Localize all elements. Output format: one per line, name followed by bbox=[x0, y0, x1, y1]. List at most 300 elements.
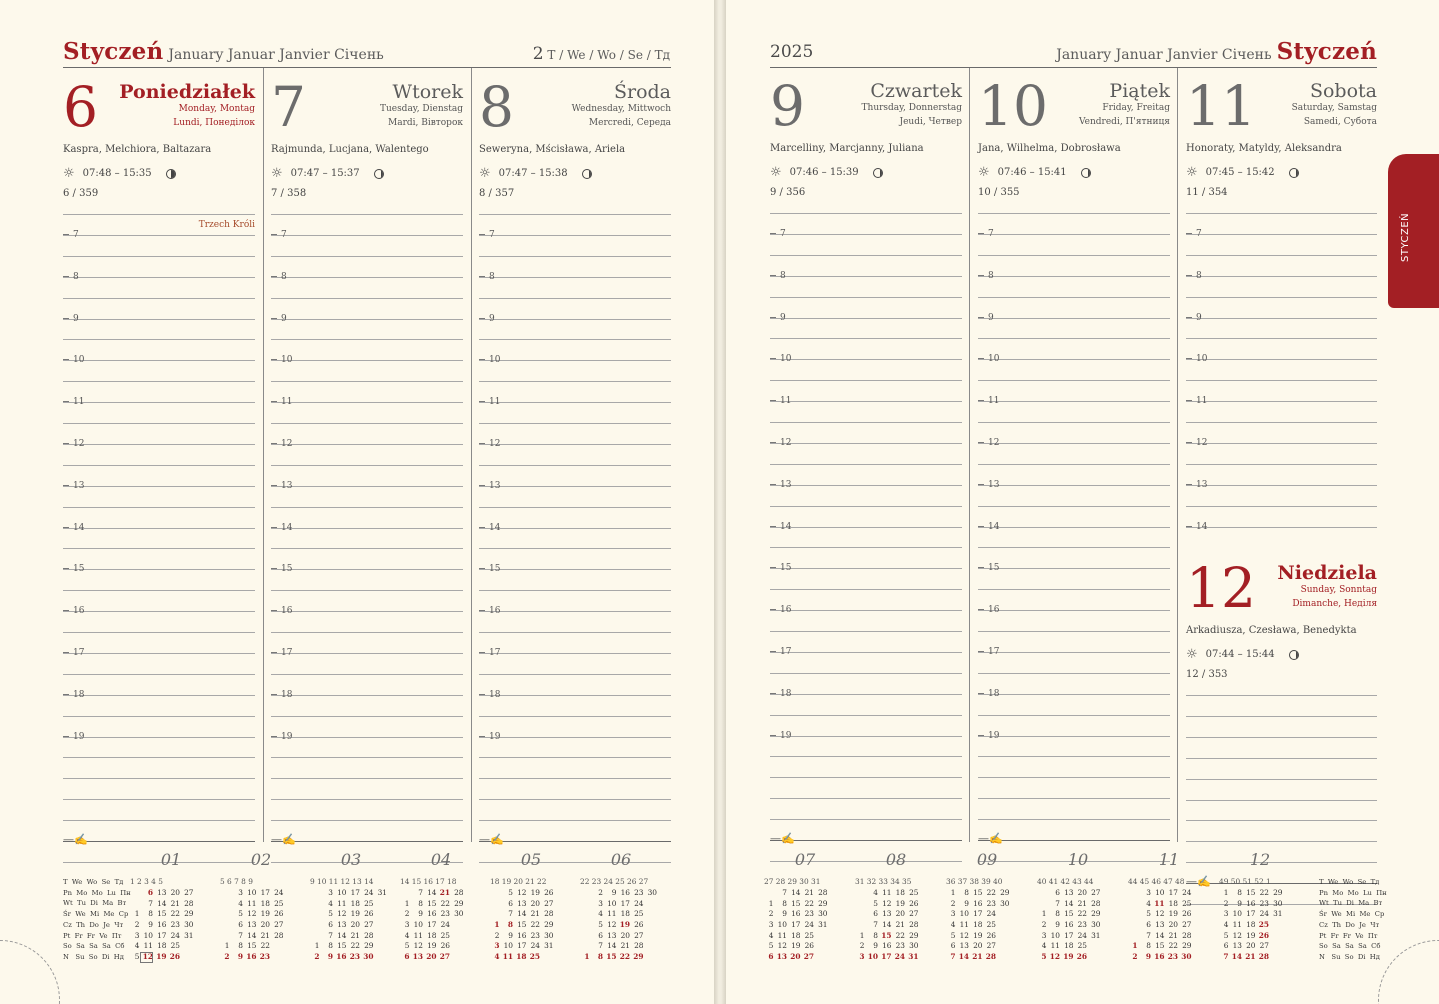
writing-line bbox=[978, 464, 1170, 465]
mini-day: 10 bbox=[337, 888, 347, 897]
hour-tick bbox=[271, 401, 277, 402]
mini-day: 7 bbox=[328, 930, 333, 940]
hour-tick bbox=[63, 736, 69, 737]
writing-line bbox=[479, 653, 671, 654]
writing-line bbox=[1186, 506, 1377, 507]
hour-label bbox=[63, 481, 84, 491]
mini-day: 17 bbox=[620, 898, 630, 908]
writing-line bbox=[271, 214, 463, 215]
mini-day: 4 bbox=[768, 930, 774, 940]
mini-day: 8 bbox=[148, 909, 153, 919]
writing-line bbox=[1186, 297, 1377, 298]
writing-line bbox=[63, 528, 255, 529]
mini-day bbox=[576, 899, 590, 910]
mini-day: 25 bbox=[1182, 898, 1192, 908]
hour-text: 17 bbox=[73, 647, 85, 658]
mini-day bbox=[1087, 952, 1101, 963]
day-name: Poniedziałek bbox=[119, 81, 255, 103]
hour-tick bbox=[479, 443, 485, 444]
hour-text: 15 bbox=[489, 564, 501, 575]
mini-day bbox=[486, 899, 500, 910]
mini-day bbox=[450, 941, 464, 952]
month-index-tab[interactable] bbox=[1388, 154, 1439, 308]
name-day: Rajmunda, Lucjana, Walentego bbox=[271, 144, 429, 155]
hour-text: 7 bbox=[780, 228, 786, 239]
mini-day: 26 bbox=[440, 941, 450, 951]
writing-line bbox=[479, 381, 671, 382]
mini-day: 4 bbox=[494, 952, 500, 962]
writing-line bbox=[479, 486, 671, 487]
hour-text: 13 bbox=[489, 480, 501, 491]
mini-day: 18 bbox=[791, 930, 801, 940]
mini-day: 13 bbox=[882, 909, 892, 919]
writing-line bbox=[1186, 401, 1377, 402]
writing-line bbox=[271, 590, 463, 591]
mini-day: 20 bbox=[790, 952, 801, 962]
mini-day: 19 bbox=[973, 930, 983, 940]
mini-day: 21 bbox=[170, 898, 180, 908]
writing-line bbox=[1186, 758, 1377, 759]
hour-text: 17 bbox=[281, 647, 293, 658]
mini-day: 8 bbox=[1237, 888, 1242, 897]
hour-label bbox=[271, 314, 287, 324]
mini-day: 30 bbox=[1181, 952, 1192, 962]
mini-day: 26 bbox=[634, 920, 644, 930]
mini-day: 10 bbox=[867, 952, 878, 962]
hour-text: 10 bbox=[1196, 354, 1208, 365]
mini-day: 23 bbox=[349, 952, 360, 962]
mini-day bbox=[374, 931, 388, 942]
mini-week-numbers: 18 19 20 21 22 bbox=[490, 877, 547, 886]
mini-day: 6 bbox=[147, 888, 153, 897]
writing-line bbox=[479, 695, 671, 696]
mini-day: 25 bbox=[804, 930, 814, 940]
mini-day: 11 bbox=[337, 898, 347, 908]
hour-text: 15 bbox=[988, 563, 1000, 574]
hour-tick bbox=[479, 568, 485, 569]
holiday-label: Trzech Króli bbox=[198, 220, 255, 230]
mini-day: 21 bbox=[972, 952, 983, 962]
mini-day: 10 bbox=[247, 888, 257, 897]
writing-line bbox=[271, 486, 463, 487]
hour-text: 16 bbox=[281, 606, 293, 617]
hour-text: 18 bbox=[73, 689, 85, 700]
mini-day: 22 bbox=[1259, 888, 1269, 897]
writing-line bbox=[271, 799, 463, 800]
mini-day: 24 bbox=[894, 952, 905, 962]
hour-label bbox=[271, 606, 292, 616]
mini-day: 10 bbox=[143, 930, 153, 940]
hour-tick bbox=[271, 527, 277, 528]
mini-day: 8 bbox=[507, 920, 513, 930]
hour-label bbox=[770, 313, 786, 323]
mini-day: 15 bbox=[1155, 941, 1165, 951]
mini-day: 18 bbox=[350, 898, 360, 908]
mini-day bbox=[814, 952, 828, 963]
mini-day bbox=[1124, 909, 1138, 920]
name-day: Arkadiusza, Czesława, Benedykta bbox=[1186, 625, 1357, 636]
hour-tick bbox=[63, 485, 69, 486]
mini-month-title: 12 bbox=[1249, 850, 1271, 869]
writing-line bbox=[978, 694, 1170, 695]
mini-day: 10 bbox=[503, 941, 513, 951]
mini-day: 17 bbox=[427, 920, 437, 930]
mini-day: 31 bbox=[908, 952, 919, 962]
name-day: Honoraty, Matyldy, Aleksandra bbox=[1186, 143, 1342, 154]
mini-day: 22 bbox=[1077, 909, 1087, 919]
hour-text: 8 bbox=[988, 270, 994, 281]
mini-day: 6 bbox=[768, 952, 774, 962]
writing-line bbox=[63, 778, 255, 779]
writing-line bbox=[63, 235, 255, 236]
column-divider bbox=[263, 68, 264, 842]
mini-day: 12 bbox=[1232, 930, 1242, 940]
hour-text: 14 bbox=[281, 522, 293, 533]
mini-day bbox=[126, 899, 140, 910]
hour-tick bbox=[479, 694, 485, 695]
mini-day: 18 bbox=[1064, 941, 1074, 951]
writing-line bbox=[978, 297, 1170, 298]
writing-line bbox=[63, 214, 255, 215]
hour-label bbox=[770, 480, 791, 490]
mini-day: 7 bbox=[873, 920, 878, 930]
hour-text: 11 bbox=[988, 396, 1000, 407]
mini-week-numbers: 36 37 38 39 40 bbox=[946, 877, 1003, 886]
hour-tick bbox=[770, 609, 776, 610]
hour-label bbox=[63, 690, 84, 700]
mini-day: 23 bbox=[170, 920, 180, 930]
writing-line bbox=[770, 359, 962, 360]
mini-day: 19 bbox=[895, 898, 905, 908]
hour-tick bbox=[770, 317, 776, 318]
hour-tick bbox=[770, 651, 776, 652]
hour-tick bbox=[271, 359, 277, 360]
day-name-translation: Mardi, Вівторок bbox=[387, 118, 463, 128]
hour-text: 7 bbox=[1196, 228, 1202, 239]
hour-label bbox=[63, 564, 84, 574]
mini-day: 14 bbox=[517, 909, 527, 919]
writing-line bbox=[770, 338, 962, 339]
day-number: 12 bbox=[1186, 556, 1256, 620]
hour-tick bbox=[63, 568, 69, 569]
mini-day bbox=[216, 888, 230, 899]
hour-text: 15 bbox=[281, 564, 293, 575]
mini-day: 28 bbox=[1182, 930, 1192, 940]
hour-label bbox=[978, 605, 999, 615]
writing-line bbox=[1186, 380, 1377, 381]
hour-text: 13 bbox=[281, 480, 293, 491]
mini-day: 21 bbox=[1245, 952, 1256, 962]
mini-calendar-legend: T We Wo Se Тд Pn Mo Mo Lu Пн Wt Tu Di Ma Вт Śr We Mi Me Ср Cz Th Do Je Чт Pt Fr Fr Ve Пт So Sa Sa Sa Сб N Su So Di Нд bbox=[63, 878, 131, 961]
writing-line bbox=[770, 819, 962, 820]
mini-day-grid bbox=[126, 888, 194, 963]
mini-day: 18 bbox=[260, 898, 270, 908]
writing-line bbox=[770, 715, 962, 716]
mini-day: 11 bbox=[413, 930, 423, 940]
writing-line bbox=[479, 590, 671, 591]
sun-times: 07:47 – 15:37 bbox=[290, 168, 360, 179]
mini-day-grid bbox=[216, 888, 284, 963]
mini-day: 28 bbox=[274, 930, 284, 940]
mini-day: 21 bbox=[620, 941, 630, 951]
mini-week-numbers: 27 28 29 30 31 bbox=[764, 877, 821, 886]
day-name: Sobota bbox=[1309, 80, 1377, 102]
mini-day-grid bbox=[1033, 888, 1101, 963]
mini-day: 31 bbox=[184, 930, 194, 940]
hour-text: 18 bbox=[489, 689, 501, 700]
hour-tick bbox=[770, 358, 776, 359]
mini-day: 23 bbox=[1259, 898, 1269, 908]
mini-day: 17 bbox=[517, 941, 527, 951]
writing-line bbox=[271, 528, 463, 529]
mini-day: 15 bbox=[1064, 909, 1074, 919]
mini-day: 12 bbox=[337, 909, 347, 919]
mini-day: 2 bbox=[404, 909, 410, 919]
hour-tick bbox=[479, 318, 485, 319]
pen-icon: —✍ bbox=[1186, 875, 1211, 889]
pen-icon: —✍ bbox=[271, 833, 296, 846]
writing-line bbox=[1186, 779, 1377, 780]
mini-day: 25 bbox=[1258, 920, 1269, 930]
mini-day bbox=[644, 899, 658, 910]
writing-line bbox=[271, 569, 463, 570]
hour-tick bbox=[978, 400, 984, 401]
hour-tick bbox=[479, 610, 485, 611]
mini-day: 15 bbox=[337, 941, 347, 951]
hour-label bbox=[1186, 480, 1207, 490]
mini-day: 2 bbox=[768, 909, 774, 919]
day-name-translation: Friday, Freitag bbox=[1102, 103, 1170, 113]
writing-line bbox=[978, 422, 1170, 423]
mini-day: 14 bbox=[607, 941, 617, 951]
mini-day: 2 bbox=[314, 952, 320, 962]
hour-text: 10 bbox=[489, 355, 501, 366]
hour-tick bbox=[271, 736, 277, 737]
name-day: Jana, Wilhelma, Dobrosława bbox=[978, 143, 1121, 154]
writing-line bbox=[271, 653, 463, 654]
mini-day bbox=[644, 920, 658, 931]
mini-day: 27 bbox=[364, 920, 374, 930]
mini-day: 28 bbox=[634, 941, 644, 951]
mini-calendar-month bbox=[760, 852, 860, 972]
hour-tick bbox=[271, 485, 277, 486]
mini-day: 7 bbox=[148, 898, 153, 908]
mini-week-numbers: 1 2 3 4 5 bbox=[130, 877, 163, 886]
mini-day bbox=[540, 952, 554, 963]
mini-day: 13 bbox=[1232, 941, 1242, 951]
column-divider bbox=[969, 68, 970, 842]
mini-day: 30 bbox=[647, 888, 657, 897]
year: 2025 bbox=[770, 42, 814, 62]
writing-line bbox=[770, 756, 962, 757]
writing-line bbox=[479, 569, 671, 570]
hour-label bbox=[978, 689, 999, 699]
mini-day: 11 bbox=[1050, 941, 1060, 951]
day-name: Czwartek bbox=[870, 80, 962, 102]
hour-tick bbox=[63, 610, 69, 611]
mini-month-title: 09 bbox=[976, 850, 998, 869]
mini-day-grid bbox=[306, 888, 387, 963]
day-column bbox=[63, 68, 255, 848]
mini-day: 5 bbox=[508, 888, 513, 897]
mini-day: 2 bbox=[1132, 952, 1138, 962]
writing-line bbox=[1186, 318, 1377, 319]
mini-day: 4 bbox=[328, 898, 333, 908]
mini-week-numbers: 49 50 51 52 1 bbox=[1219, 877, 1271, 886]
mini-day: 9 bbox=[964, 898, 969, 908]
mini-day: 3 bbox=[1146, 888, 1151, 897]
mini-day: 20 bbox=[1077, 888, 1087, 897]
mini-day: 14 bbox=[1064, 898, 1074, 908]
mini-day: 2 bbox=[1041, 920, 1047, 930]
corner-mark bbox=[1378, 940, 1439, 1004]
mini-day: 7 bbox=[598, 941, 603, 951]
mini-day: 12 bbox=[607, 920, 617, 930]
hour-label bbox=[978, 438, 999, 448]
mini-day: 25 bbox=[986, 920, 996, 930]
hour-tick bbox=[978, 317, 984, 318]
hour-label bbox=[271, 732, 292, 742]
hour-tick bbox=[978, 526, 984, 527]
writing-line bbox=[63, 423, 255, 424]
writing-line bbox=[479, 319, 671, 320]
hour-tick bbox=[271, 694, 277, 695]
column-divider bbox=[471, 68, 472, 842]
writing-line bbox=[770, 673, 962, 674]
hour-text: 14 bbox=[988, 521, 1000, 532]
mini-day: 14 bbox=[791, 888, 801, 897]
column-divider bbox=[1177, 68, 1178, 842]
mini-day: 6 bbox=[598, 930, 603, 940]
hour-text: 9 bbox=[780, 312, 786, 323]
mini-calendar-month bbox=[942, 852, 1042, 972]
mini-day: 27 bbox=[184, 888, 194, 897]
writing-line bbox=[479, 256, 671, 257]
hour-text: 15 bbox=[73, 564, 85, 575]
day-name-translation: Jeudi, Четвер bbox=[899, 117, 962, 127]
hour-text: 9 bbox=[988, 312, 994, 323]
hour-label bbox=[479, 439, 500, 449]
mini-day: 23 bbox=[259, 952, 270, 962]
mini-calendar-month bbox=[1124, 852, 1224, 972]
mini-day bbox=[1124, 899, 1138, 910]
mini-day: 19 bbox=[427, 941, 437, 951]
mini-day: 2 bbox=[598, 888, 603, 897]
writing-line bbox=[63, 820, 255, 821]
writing-line bbox=[63, 486, 255, 487]
mini-day bbox=[644, 931, 658, 942]
mini-day: 9 bbox=[237, 952, 243, 962]
mini-day: 9 bbox=[1237, 898, 1242, 908]
mini-day bbox=[216, 899, 230, 910]
hour-tick bbox=[63, 276, 69, 277]
writing-line bbox=[63, 757, 255, 758]
mini-day: 26 bbox=[1076, 952, 1087, 962]
mini-day: 2 bbox=[1223, 898, 1229, 908]
mini-calendar-month bbox=[126, 852, 226, 972]
writing-line bbox=[479, 778, 671, 779]
hour-text: 10 bbox=[281, 355, 293, 366]
day-column bbox=[271, 68, 463, 848]
left-month-header bbox=[63, 38, 384, 68]
mini-day: 11 bbox=[882, 888, 892, 897]
mini-month-title: 11 bbox=[1158, 850, 1180, 869]
hour-text: 17 bbox=[489, 647, 501, 658]
writing-line bbox=[271, 319, 463, 320]
hour-text: 14 bbox=[73, 522, 85, 533]
day-name-translation: Monday, Montag bbox=[178, 104, 255, 114]
hour-label bbox=[63, 230, 79, 240]
mini-day: 12 bbox=[413, 941, 423, 951]
mini-day: 24 bbox=[364, 888, 374, 897]
hour-label bbox=[63, 648, 84, 658]
mini-day: 26 bbox=[804, 941, 814, 951]
hour-tick bbox=[63, 694, 69, 695]
hour-text: 18 bbox=[281, 689, 293, 700]
mini-day: 24 bbox=[1259, 909, 1269, 919]
mini-day: 23 bbox=[634, 888, 644, 897]
mini-day: 3 bbox=[768, 920, 774, 930]
mini-day: 21 bbox=[804, 888, 814, 897]
hour-tick bbox=[1186, 526, 1192, 527]
mini-day: 30 bbox=[1091, 920, 1101, 930]
mini-day: 3 bbox=[328, 888, 333, 897]
writing-line bbox=[479, 235, 671, 236]
writing-line bbox=[63, 360, 255, 361]
mini-day: 6 bbox=[1146, 920, 1151, 930]
mini-day: 22 bbox=[986, 888, 996, 897]
mini-day: 5 bbox=[328, 909, 333, 919]
hour-text: 18 bbox=[780, 688, 792, 699]
mini-day: 30 bbox=[818, 909, 828, 919]
mini-day: 20 bbox=[1246, 941, 1256, 951]
mini-day bbox=[1124, 920, 1138, 931]
mini-day: 12 bbox=[777, 941, 787, 951]
mini-day: 20 bbox=[170, 888, 180, 897]
mini-day bbox=[374, 909, 388, 920]
hour-text: 17 bbox=[780, 646, 792, 657]
sunrise-sunset bbox=[978, 165, 1091, 180]
mini-day: 8 bbox=[1146, 941, 1151, 951]
mini-week-numbers: 40 41 42 43 44 bbox=[1037, 877, 1094, 886]
writing-line bbox=[271, 757, 463, 758]
mini-day: 26 bbox=[364, 909, 374, 919]
writing-line bbox=[479, 674, 671, 675]
hour-label bbox=[271, 230, 287, 240]
mini-week-numbers: 14 15 16 17 18 bbox=[400, 877, 457, 886]
mini-day: 17 bbox=[1064, 930, 1074, 940]
mini-day: 15 bbox=[1246, 888, 1256, 897]
mini-day: 28 bbox=[544, 909, 554, 919]
hour-label bbox=[1186, 522, 1207, 532]
sun-times: 07:47 – 15:38 bbox=[498, 168, 568, 179]
day-of-year: 9 / 356 bbox=[770, 187, 806, 198]
hour-label bbox=[978, 396, 999, 406]
pen-icon: —✍ bbox=[479, 833, 504, 846]
hour-tick bbox=[1186, 484, 1192, 485]
mini-day-grid bbox=[760, 888, 828, 963]
writing-line bbox=[271, 820, 463, 821]
mini-day: 30 bbox=[363, 952, 374, 962]
mini-day: 19 bbox=[791, 941, 801, 951]
mini-day bbox=[486, 909, 500, 920]
hour-tick bbox=[770, 484, 776, 485]
sun-icon: ☼ bbox=[770, 165, 782, 180]
mini-day: 17 bbox=[791, 920, 801, 930]
mini-day bbox=[216, 931, 230, 942]
mini-day: 9 bbox=[782, 909, 787, 919]
mini-day: 28 bbox=[985, 952, 996, 962]
